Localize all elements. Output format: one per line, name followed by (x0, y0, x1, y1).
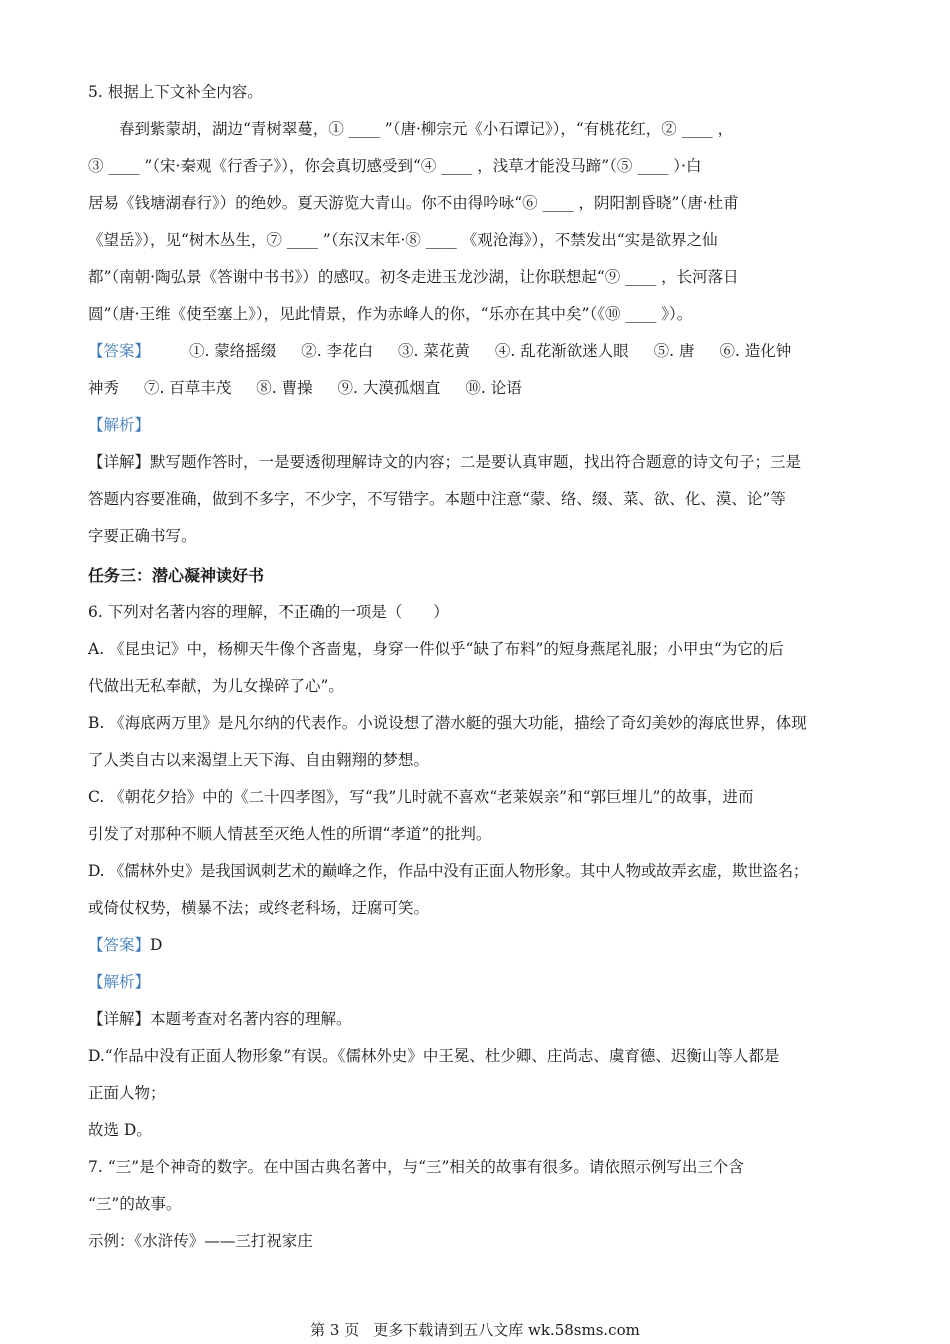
q6-option-b-2: 了人类自古以来渴望上天下海、自由翱翔的梦想。 (88, 751, 430, 769)
q6-option-a-2: 代做出无私奉献，为儿女操碎了心”。 (88, 677, 344, 695)
q5-line-2: ③ ____ ”（宋·秦观《行香子》），你会真切感受到“④ ____ ，浅草才能没马蹄”（⑤ ____ ）·白 (88, 157, 702, 175)
detail-tag: 【详解】 (88, 1010, 151, 1028)
q6-option-c-1: C. 《朝花夕拾》中的《二十四孝图》，写“我”儿时就不喜欢“老莱娱亲”和“郭巨埋儿”的故事，进而 (88, 788, 754, 806)
answer-item: ⑦. 百草丰茂 (143, 379, 232, 397)
q6-detail (88, 1001, 868, 1038)
q5-detail-1 (88, 444, 868, 481)
q5-line-6: 圆”（唐·王维《使至塞上》），见此情景，作为赤峰人的你，“乐亦在其中矣”（《⑩ ____ 》）。 (88, 305, 693, 323)
q5-detail-3: 字要正确书写。 (88, 527, 197, 545)
q6-option-d-1: D. 《儒林外史》是我国讽刺艺术的巅峰之作，作品中没有正面人物形象。其中人物或故弄玄虚，欺世盗名； (88, 862, 809, 880)
answer-item: 神秀 (88, 379, 120, 397)
answer-item: ④. 乱花渐欲迷人眼 (494, 342, 629, 360)
q5-line-1: 春到紫蒙胡，湖边“青树翠蔓，① ____ ”（唐·柳宗元《小石谭记》），“有桃花红，② ____ ， (119, 120, 734, 138)
analysis-tag: 【解析】 (88, 416, 151, 434)
answer-item: ⑧. 曹操 (256, 379, 313, 397)
q6-option-c-2: 引发了对那种不顺人情甚至灭绝人性的所谓“孝道”的批判。 (88, 825, 492, 843)
q6-explain-1: D.“作品中没有正面人物形象”有误。《儒林外史》中王冕、杜少卿、庄尚志、虞育德、迟衡山等人都是 (88, 1047, 780, 1065)
q5-answer-row-2 (88, 370, 868, 407)
section-heading: 任务三：潜心凝神读好书 (88, 566, 265, 585)
q5-line-3: 居易《钱塘湖春行》）的绝妙。夏天游览大青山。你不由得吟咏“⑥ ____ ，阴阳割昏晓”（唐·杜甫 (88, 194, 739, 212)
q5-detail-2: 答题内容要准确，做到不多字，不少字，不写错字。本题中注意“蒙、络、缀、菜、欲、化、漠、论”等 (88, 490, 786, 508)
answer-item: ⑤. 唐 (653, 342, 695, 360)
page-number: 第 3 页 (310, 1321, 360, 1339)
answer-tag: 【答案】 (88, 936, 151, 954)
detail-text: 本题考查对名著内容的理解。 (150, 1010, 352, 1028)
q7-line-1: 7. “三”是个神奇的数字。在中国古典名著中，与“三”相关的故事有很多。请依照示例写出三个含 (88, 1158, 744, 1176)
answer-item: ⑥. 造化钟 (719, 342, 792, 360)
q6-option-a-1: A. 《昆虫记》中，杨柳天牛像个吝啬鬼，身穿一件似乎“缺了布料”的短身燕尾礼服；小甲虫“为它的后 (88, 640, 784, 658)
q5-stem: 5. 根据上下文补全内容。 (88, 83, 263, 101)
footer-text: 更多下载请到五八文库 wk.58sms.com (373, 1321, 640, 1339)
answer-item: ①. 蒙络摇缀 (188, 342, 277, 360)
q6-emphasis-word (278, 603, 325, 621)
q7-example: 示例：《水浒传》——三打祝家庄 (88, 1232, 313, 1250)
detail-tag: 【详解】 (88, 453, 151, 471)
answer-tag: 【答案】 (88, 342, 151, 360)
answer-item: ⑨. 大漠孤烟直 (337, 379, 441, 397)
q6-option-d-2: 或倚仗权势，横暴不法；或终老科场，迂腐可笑。 (88, 899, 430, 917)
answer-item: ③. 菜花黄 (398, 342, 470, 360)
q6-stem-post: 的一项是（ ） (324, 603, 449, 621)
q6-option-b-1: B. 《海底两万里》是凡尔纳的代表作。小说设想了潜水艇的强大功能，描绘了奇幻美妙的海底世界，体现 (88, 714, 807, 732)
answer-item: ⑩. 论语 (465, 379, 522, 397)
q5-line-5: 都”（南朝·陶弘景《答谢中书书》）的感叹。初冬走进玉龙沙湖，让你联想起“⑨ ____ ，长河落日 (88, 268, 739, 286)
q6-stem-pre: 6. 下列对名著内容的理解， (88, 603, 279, 621)
q6-stem (88, 594, 868, 631)
analysis-tag: 【解析】 (88, 973, 151, 991)
answer-value: D (150, 936, 163, 954)
detail-text: 默写题作答时，一是要透彻理解诗文的内容；二是要认真审题，找出符合题意的诗文句子；三是 (150, 453, 802, 471)
emphasis-char: 确 (309, 603, 325, 621)
emphasis-char: 正 (293, 603, 310, 621)
q6-explain-3: 故选 D。 (88, 1121, 152, 1139)
emphasis-char: 不 (278, 603, 294, 621)
answer-item: ②. 李花白 (301, 342, 374, 360)
q5-answer-row (88, 333, 868, 370)
q7-line-2: “三”的故事。 (88, 1195, 182, 1213)
q6-answer-row (88, 927, 868, 964)
document-body (88, 74, 868, 1260)
q5-line-4: 《望岳》），见“树木丛生，⑦ ____ ”（东汉末年·⑧ ____ 《观沧海》），不禁发出“实是欲界之仙 (88, 231, 718, 249)
page-footer (0, 1320, 950, 1340)
q6-explain-2: 正面人物； (88, 1084, 166, 1102)
